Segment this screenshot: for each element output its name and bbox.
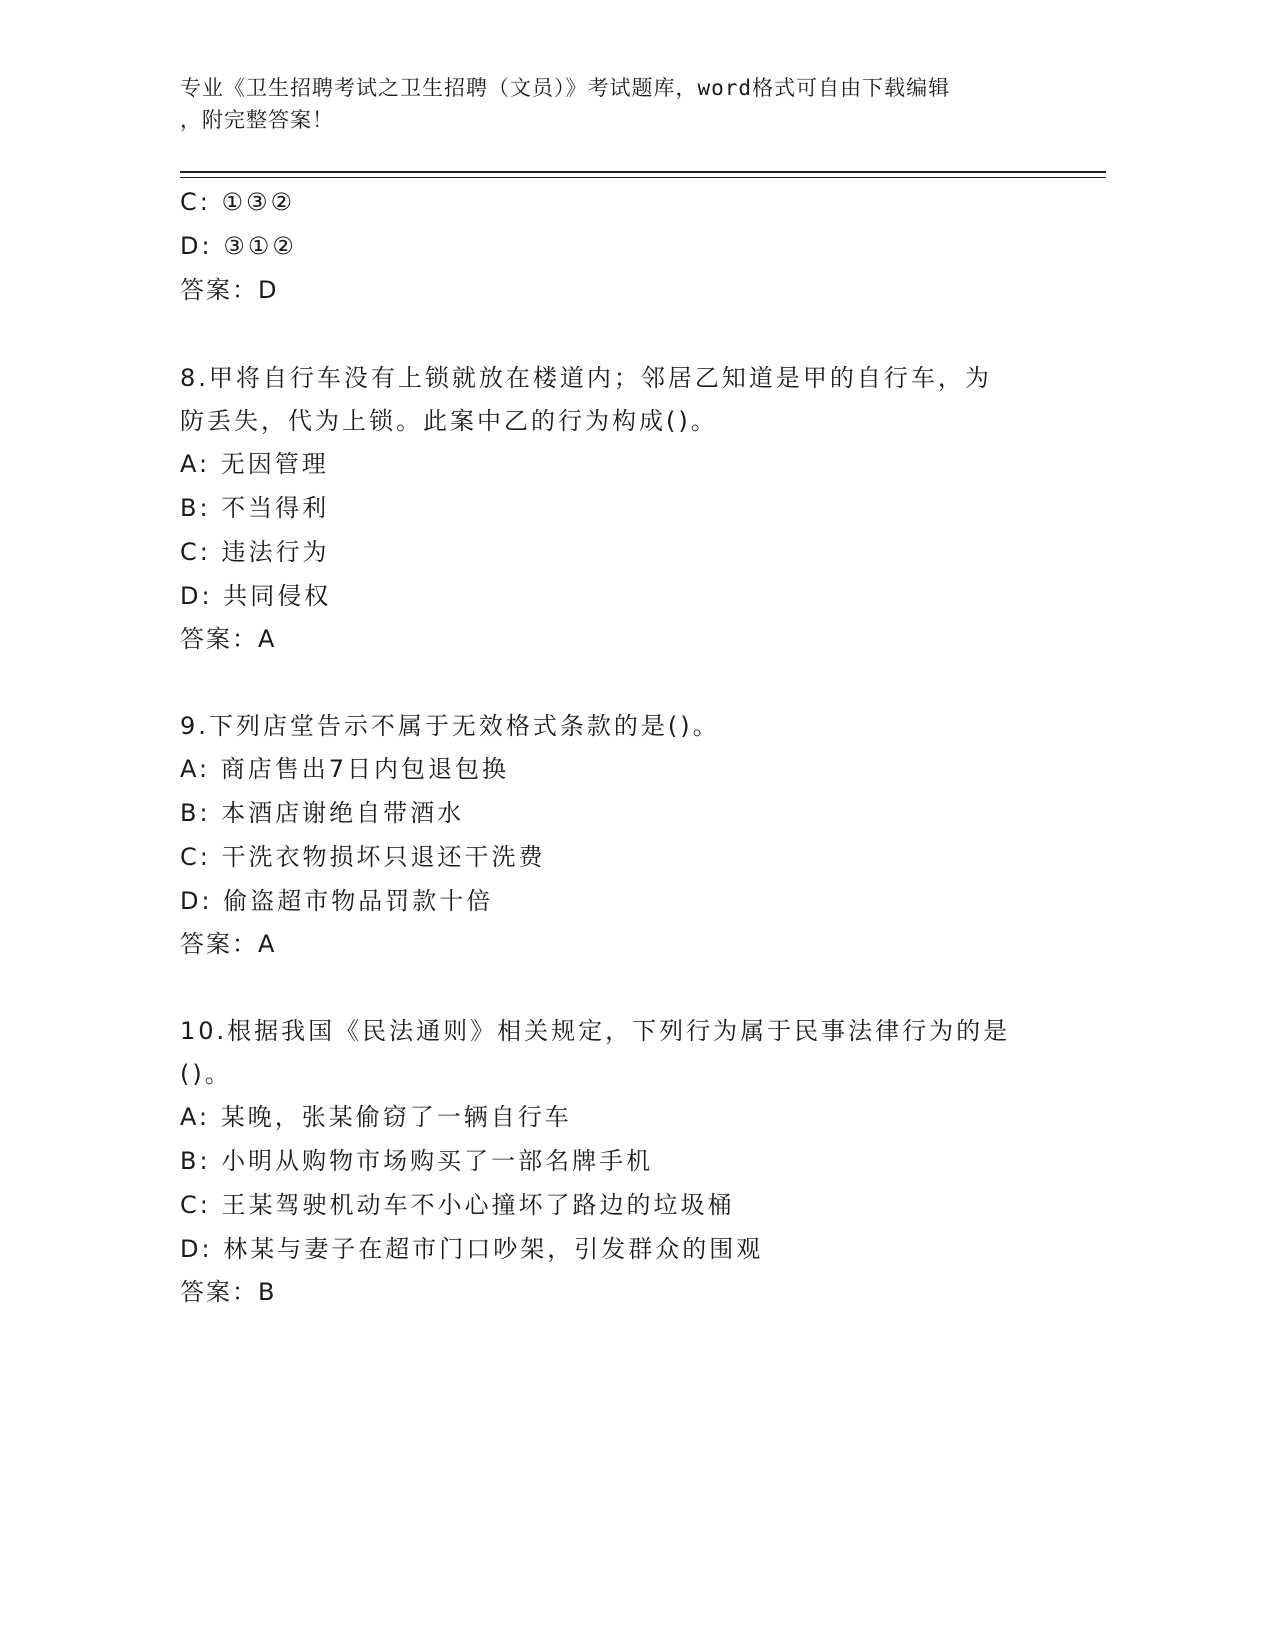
q10-option-a: A: 某晚，张某偷窃了一辆自行车	[180, 1103, 572, 1131]
q8-option-a: A: 无因管理	[180, 450, 329, 478]
q9-stem-line-1: 9.下列店堂告示不属于无效格式条款的是()。	[180, 712, 720, 740]
q8-option-c: C: 违法行为	[180, 538, 330, 566]
q9-option-b: B: 本酒店谢绝自带酒水	[180, 799, 465, 827]
q9-option-a: A: 商店售出7日内包退包换	[180, 755, 509, 783]
q8-stem-line-1: 8.甲将自行车没有上锁就放在楼道内；邻居乙知道是甲的自行车，为	[180, 364, 992, 392]
q9-option-c: C: 干洗衣物损坏只退还干洗费	[180, 843, 546, 871]
q8-answer: 答案：A	[180, 625, 277, 653]
q9-answer: 答案：A	[180, 930, 277, 958]
q8-stem-line-2: 防丢失，代为上锁。此案中乙的行为构成()。	[180, 407, 718, 435]
q7-answer: 答案：D	[180, 276, 279, 304]
document-header	[180, 72, 1040, 136]
q8-option-b: B: 不当得利	[180, 494, 330, 522]
header-divider-thick	[180, 171, 1106, 173]
q10-stem-line-1: 10.根据我国《民法通则》相关规定，下列行为属于民事法律行为的是	[180, 1017, 1011, 1045]
q7-option-c: C: ①③②	[180, 188, 296, 216]
q10-stem-line-2: ()。	[180, 1060, 232, 1088]
q10-answer: 答案：B	[180, 1278, 277, 1306]
q9-option-d: D: 偷盗超市物品罚款十倍	[180, 887, 494, 915]
q8-option-d: D: 共同侵权	[180, 582, 332, 610]
q7-option-d: D: ③①②	[180, 232, 297, 260]
header-line-2: ，附完整答案！	[180, 108, 334, 132]
q10-option-c: C: 王某驾驶机动车不小心撞坏了路边的垃圾桶	[180, 1191, 735, 1219]
header-divider-thin	[180, 177, 1106, 178]
q10-option-b: B: 小明从购物市场购买了一部名牌手机	[180, 1147, 654, 1175]
header-line-1: 专业《卫生招聘考试之卫生招聘（文员）》考试题库，word格式可自由下载编辑	[180, 76, 951, 100]
q10-option-d: D: 林某与妻子在超市门口吵架，引发群众的围观	[180, 1235, 764, 1263]
